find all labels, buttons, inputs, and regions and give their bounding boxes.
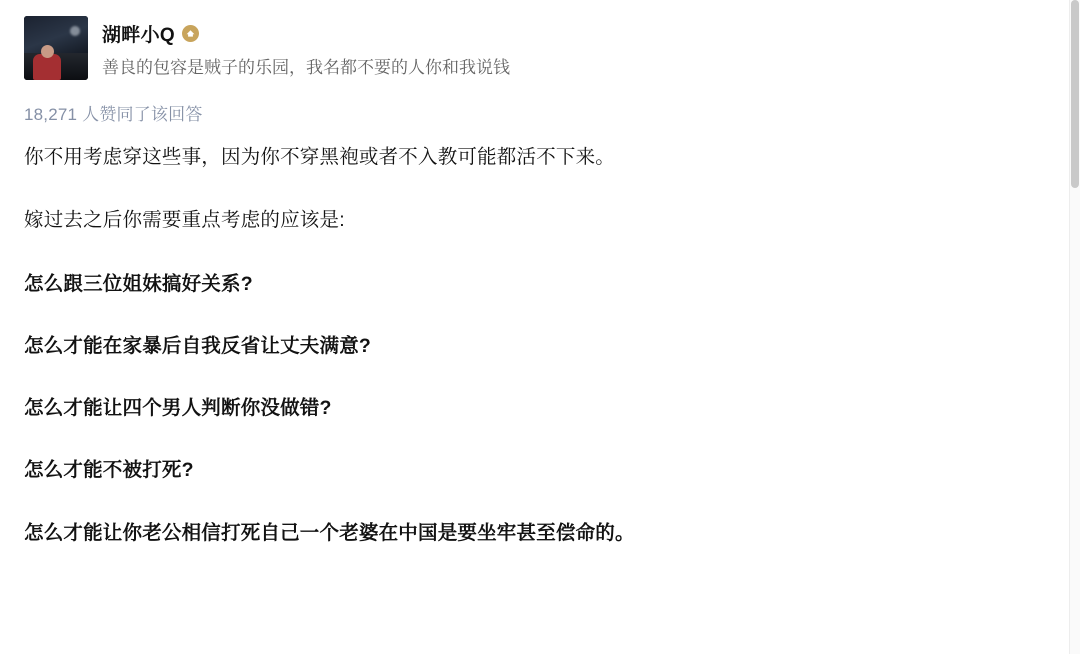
- avatar-person-head: [41, 45, 54, 58]
- vote-count-label: 18,271 人赞同了该回答: [24, 105, 203, 124]
- author-meta: [102, 16, 510, 80]
- author-name[interactable]: 湖畔小Q: [102, 25, 175, 46]
- verified-badge-icon[interactable]: [182, 25, 199, 42]
- author-bio: 善良的包容是贼子的乐园，我名都不要的人你和我说钱: [102, 58, 510, 77]
- author-header: [24, 14, 1056, 80]
- answer-paragraph: 怎么才能让你老公相信打死自己一个老婆在中国是要坐牢甚至偿命的。: [24, 521, 635, 544]
- author-name-line: [102, 20, 510, 47]
- scrollbar-thumb[interactable]: [1071, 0, 1079, 188]
- answer-paragraph: 怎么才能在家暴后自我反省让丈夫满意?: [24, 334, 372, 357]
- answer-content: [24, 143, 1056, 548]
- answer-paragraph: 你不用考虑穿这些事，因为你不穿黑袍或者不入教可能都活不下来。: [24, 146, 616, 168]
- answer-paragraph: 怎么才能不被打死?: [24, 459, 194, 482]
- answer-paragraph: 嫁过去之后你需要重点考虑的应该是:: [24, 209, 345, 232]
- vertical-scrollbar[interactable]: [1069, 0, 1080, 654]
- avatar[interactable]: [24, 16, 88, 80]
- answer-paragraph: 怎么跟三位姐妹搞好关系?: [24, 272, 253, 295]
- answer-paragraph: 怎么才能让四个男人判断你没做错?: [24, 397, 332, 419]
- avatar-light-spot: [70, 26, 80, 36]
